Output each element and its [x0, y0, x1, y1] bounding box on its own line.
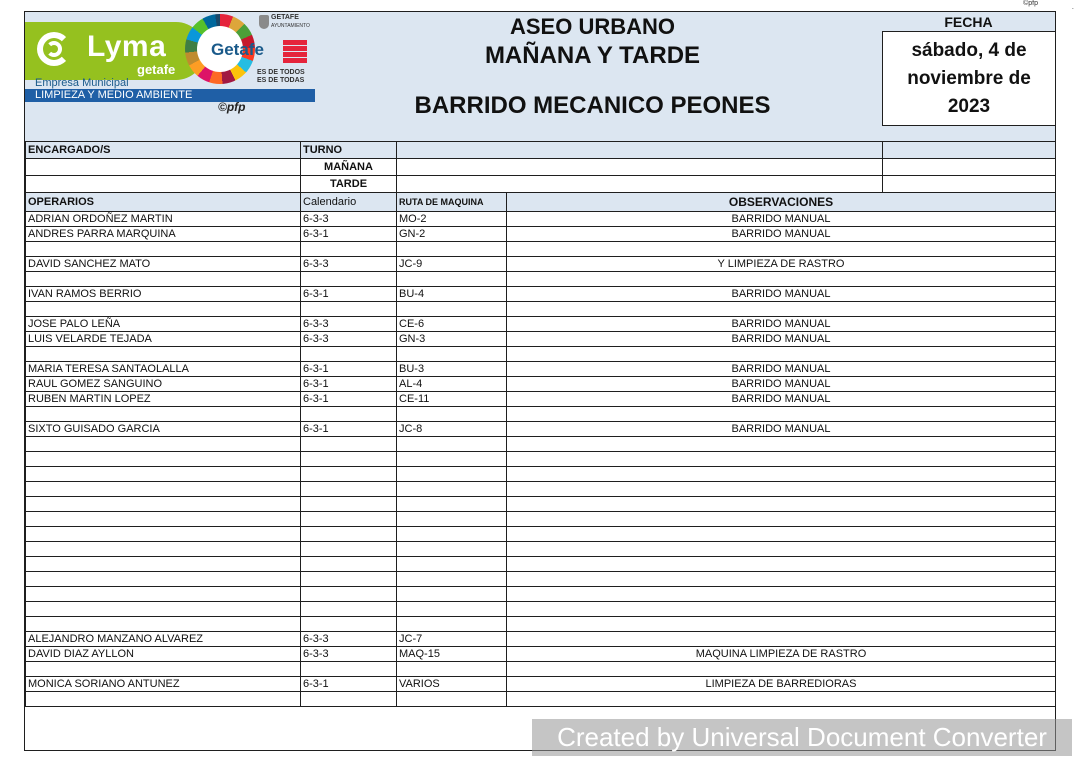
calendario-cell[interactable]: 6-3-3	[301, 212, 397, 227]
calendario-cell[interactable]	[301, 512, 397, 527]
observaciones-cell[interactable]	[507, 482, 1056, 497]
worker-row	[26, 422, 1056, 437]
lyma-logo-badge	[25, 22, 205, 80]
worker-row	[26, 302, 1056, 317]
worker-row	[26, 347, 1056, 362]
worker-name-cell[interactable]	[26, 572, 301, 587]
observaciones-cell[interactable]	[507, 512, 1056, 527]
observaciones-cell[interactable]: MAQUINA LIMPIEZA DE RASTRO	[507, 647, 1056, 662]
encargados-extra-cell[interactable]	[883, 142, 1056, 159]
observaciones-cell[interactable]	[507, 347, 1056, 362]
calendario-cell[interactable]: 6-3-3	[301, 332, 397, 347]
ruta-cell[interactable]	[397, 617, 507, 632]
worker-row	[26, 392, 1056, 407]
manana-row	[26, 159, 1056, 176]
lyma-getafe-logo	[25, 14, 315, 114]
worker-row	[26, 557, 1056, 572]
observaciones-cell[interactable]	[507, 452, 1056, 467]
ruta-cell[interactable]	[397, 497, 507, 512]
ruta-cell[interactable]	[397, 437, 507, 452]
observaciones-header: OBSERVACIONES	[507, 193, 1056, 212]
worker-row	[26, 332, 1056, 347]
ruta-cell[interactable]	[397, 407, 507, 422]
calendario-cell[interactable]: 6-3-3	[301, 317, 397, 332]
worker-row	[26, 602, 1056, 617]
worker-name-cell[interactable]: MARIA TERESA SANTAOLALLA	[26, 362, 301, 377]
worker-name-cell[interactable]: DAVID SANCHEZ MATO	[26, 257, 301, 272]
ruta-header: RUTA DE MAQUINA	[397, 193, 507, 212]
worker-name-cell[interactable]: ANDRES PARRA MARQUINA	[26, 227, 301, 242]
worker-name-cell[interactable]	[26, 527, 301, 542]
worker-row	[26, 242, 1056, 257]
calendario-cell[interactable]	[301, 482, 397, 497]
worker-name-cell[interactable]: DAVID DIAZ AYLLON	[26, 647, 301, 662]
worker-name-cell[interactable]	[26, 407, 301, 422]
calendario-cell[interactable]: 6-3-1	[301, 422, 397, 437]
observaciones-cell[interactable]: BARRIDO MANUAL	[507, 362, 1056, 377]
worker-row	[26, 647, 1056, 662]
observaciones-cell[interactable]	[507, 587, 1056, 602]
ruta-cell[interactable]	[397, 347, 507, 362]
worker-name-cell[interactable]	[26, 242, 301, 257]
worker-row	[26, 272, 1056, 287]
tarde-name-cell[interactable]	[26, 176, 301, 193]
calendario-cell[interactable]	[301, 527, 397, 542]
worker-row	[26, 377, 1056, 392]
ruta-cell[interactable]	[397, 272, 507, 287]
calendario-cell[interactable]: 6-3-1	[301, 392, 397, 407]
worker-row	[26, 512, 1056, 527]
calendario-cell[interactable]	[301, 572, 397, 587]
worker-name-cell[interactable]	[26, 497, 301, 512]
worker-row	[26, 497, 1056, 512]
converter-watermark: Created by Universal Document Converter	[532, 719, 1072, 756]
calendario-cell[interactable]: 6-3-1	[301, 362, 397, 377]
worker-name-cell[interactable]: ALEJANDRO MANZANO ALVAREZ	[26, 632, 301, 647]
manana-cell[interactable]	[397, 159, 883, 176]
calendario-cell[interactable]: 6-3-1	[301, 677, 397, 692]
worker-name-cell[interactable]	[26, 617, 301, 632]
calendario-cell[interactable]	[301, 602, 397, 617]
ruta-cell[interactable]	[397, 467, 507, 482]
worker-name-cell[interactable]	[26, 512, 301, 527]
calendario-cell[interactable]	[301, 347, 397, 362]
ruta-cell[interactable]	[397, 557, 507, 572]
fecha-value: sábado, 4 de noviembre de 2023	[882, 31, 1056, 126]
calendario-cell[interactable]	[301, 587, 397, 602]
lyma-brand: Lyma	[87, 30, 167, 63]
observaciones-cell[interactable]: BARRIDO MANUAL	[507, 332, 1056, 347]
worker-row	[26, 407, 1056, 422]
copyright-tiny: ©pfp	[1023, 0, 1038, 7]
ruta-cell[interactable]: CE-11	[397, 392, 507, 407]
getafe-small-label	[271, 14, 310, 30]
observaciones-cell[interactable]	[507, 467, 1056, 482]
ruta-cell[interactable]	[397, 302, 507, 317]
calendario-cell[interactable]	[301, 272, 397, 287]
observaciones-cell[interactable]	[507, 242, 1056, 257]
title-aseo-urbano: ASEO URBANO	[509, 14, 675, 39]
worker-name-cell[interactable]: MONICA SORIANO ANTUNEZ	[26, 677, 301, 692]
worker-row	[26, 632, 1056, 647]
worker-row	[26, 467, 1056, 482]
ruta-cell[interactable]	[397, 602, 507, 617]
worker-row	[26, 692, 1056, 707]
operarios-header-row	[26, 193, 1056, 212]
worker-row	[26, 482, 1056, 497]
worker-name-cell[interactable]: IVAN RAMOS BERRIO	[26, 287, 301, 302]
ruta-cell[interactable]	[397, 692, 507, 707]
calendario-cell[interactable]	[301, 242, 397, 257]
worker-name-cell[interactable]	[26, 437, 301, 452]
worker-row	[26, 587, 1056, 602]
calendario-cell[interactable]: 6-3-1	[301, 377, 397, 392]
worker-name-cell[interactable]: SIXTO GUISADO GARCIA	[26, 422, 301, 437]
observaciones-cell[interactable]: Y LIMPIEZA DE RASTRO	[507, 257, 1056, 272]
ruta-cell[interactable]: JC-8	[397, 422, 507, 437]
slogan-line-1: ES DE TODOS	[257, 69, 305, 76]
observaciones-cell[interactable]	[507, 272, 1056, 287]
observaciones-cell[interactable]	[507, 557, 1056, 572]
calendario-cell[interactable]	[301, 302, 397, 317]
observaciones-cell[interactable]	[507, 527, 1056, 542]
calendario-cell[interactable]: 6-3-1	[301, 227, 397, 242]
getafe-ayto-text: AYUNTAMIENTO	[271, 23, 310, 29]
ruta-cell[interactable]: AL-4	[397, 377, 507, 392]
observaciones-cell[interactable]	[507, 632, 1056, 647]
worker-name-cell[interactable]: ADRIAN ORDOÑEZ MARTIN	[26, 212, 301, 227]
calendario-cell[interactable]	[301, 452, 397, 467]
calendario-cell[interactable]	[301, 497, 397, 512]
calendario-cell[interactable]	[301, 617, 397, 632]
corner-dot: .	[1071, 2, 1074, 11]
calendario-cell[interactable]: 6-3-3	[301, 257, 397, 272]
ruta-cell[interactable]	[397, 572, 507, 587]
slogan-line-2: ES DE TODAS	[257, 77, 305, 84]
tarde-row	[26, 176, 1056, 193]
worker-name-cell[interactable]	[26, 542, 301, 557]
ruta-cell[interactable]: MO-2	[397, 212, 507, 227]
observaciones-cell[interactable]: LIMPIEZA DE BARREDIORAS	[507, 677, 1056, 692]
ruta-cell[interactable]	[397, 662, 507, 677]
fecha-label: FECHA	[944, 14, 993, 30]
observaciones-cell[interactable]	[507, 602, 1056, 617]
ruta-cell[interactable]: BU-3	[397, 362, 507, 377]
worker-name-cell[interactable]	[26, 347, 301, 362]
worker-name-cell[interactable]: JOSE PALO LEÑA	[26, 317, 301, 332]
worker-name-cell[interactable]	[26, 602, 301, 617]
calendario-cell[interactable]	[301, 542, 397, 557]
worker-row	[26, 362, 1056, 377]
observaciones-cell[interactable]: BARRIDO MANUAL	[507, 287, 1056, 302]
worker-name-cell[interactable]: LUIS VELARDE TEJADA	[26, 332, 301, 347]
worker-name-cell[interactable]	[26, 662, 301, 677]
observaciones-cell[interactable]	[507, 302, 1056, 317]
slogan	[257, 69, 305, 85]
calendario-cell[interactable]: 6-3-3	[301, 632, 397, 647]
getafe-wordmark: Getafe	[211, 40, 264, 59]
worker-row	[26, 677, 1056, 692]
schedule-table	[25, 141, 1056, 707]
observaciones-cell[interactable]: BARRIDO MANUAL	[507, 422, 1056, 437]
getafe-small-text: GETAFE	[271, 14, 299, 21]
worker-row	[26, 437, 1056, 452]
observaciones-cell[interactable]: BARRIDO MANUAL	[507, 227, 1056, 242]
encargados-row	[26, 142, 1056, 159]
title-manana-tarde: MAÑANA Y TARDE	[484, 42, 701, 69]
ruta-cell[interactable]	[397, 512, 507, 527]
manana-name-cell[interactable]	[26, 159, 301, 176]
manana-label: MAÑANA	[301, 159, 397, 176]
pfp-mark: ©pfp	[218, 100, 246, 114]
calendario-cell[interactable]: 6-3-3	[301, 647, 397, 662]
worker-row	[26, 227, 1056, 242]
worker-row	[26, 572, 1056, 587]
tarde-extra-cell[interactable]	[883, 176, 1056, 193]
observaciones-cell[interactable]	[507, 617, 1056, 632]
ruta-cell[interactable]: GN-2	[397, 227, 507, 242]
worker-name-cell[interactable]	[26, 272, 301, 287]
observaciones-cell[interactable]	[507, 572, 1056, 587]
encargados-label: ENCARGADO/S	[26, 142, 301, 159]
worker-name-cell[interactable]: RUBEN MARTIN LOPEZ	[26, 392, 301, 407]
calendario-cell[interactable]	[301, 437, 397, 452]
ruta-cell[interactable]: JC-7	[397, 632, 507, 647]
worker-name-cell[interactable]	[26, 692, 301, 707]
worker-name-cell[interactable]	[26, 587, 301, 602]
worker-row	[26, 287, 1056, 302]
schedule-sheet	[24, 11, 1056, 751]
worker-row	[26, 452, 1056, 467]
observaciones-cell[interactable]	[507, 542, 1056, 557]
calendario-cell[interactable]: 6-3-1	[301, 287, 397, 302]
turno-label: TURNO	[301, 142, 397, 159]
ruta-cell[interactable]: CE-6	[397, 317, 507, 332]
observaciones-cell[interactable]: BARRIDO MANUAL	[507, 212, 1056, 227]
encargados-cell[interactable]	[397, 142, 883, 159]
worker-row	[26, 617, 1056, 632]
swirl-inner-icon	[46, 41, 62, 57]
worker-name-cell[interactable]	[26, 557, 301, 572]
worker-row	[26, 317, 1056, 332]
sheet-header	[25, 12, 1055, 142]
operarios-title: OPERARIOS	[26, 193, 301, 212]
observaciones-cell[interactable]	[507, 407, 1056, 422]
observaciones-cell[interactable]	[507, 437, 1056, 452]
empresa-label: Empresa Municipal	[35, 77, 129, 89]
ruta-cell[interactable]: BU-4	[397, 287, 507, 302]
lyma-brand-sub: getafe	[137, 62, 176, 77]
ruta-cell[interactable]: GN-3	[397, 332, 507, 347]
ruta-cell[interactable]	[397, 527, 507, 542]
worker-row	[26, 527, 1056, 542]
ruta-cell[interactable]	[397, 452, 507, 467]
ruta-cell[interactable]	[397, 482, 507, 497]
worker-name-cell[interactable]	[26, 452, 301, 467]
limpieza-band: LIMPIEZA Y MEDIO AMBIENTE	[25, 89, 315, 102]
worker-name-cell[interactable]	[26, 482, 301, 497]
worker-row	[26, 212, 1056, 227]
worker-name-cell[interactable]: RAUL GOMEZ SANGUINO	[26, 377, 301, 392]
worker-name-cell[interactable]	[26, 467, 301, 482]
ruta-cell[interactable]	[397, 542, 507, 557]
calendario-cell[interactable]	[301, 692, 397, 707]
worker-row	[26, 662, 1056, 677]
calendario-cell[interactable]	[301, 662, 397, 677]
observaciones-cell[interactable]	[507, 692, 1056, 707]
crest-icon	[259, 15, 269, 29]
observaciones-cell[interactable]: BARRIDO MANUAL	[507, 317, 1056, 332]
worker-row	[26, 257, 1056, 272]
observaciones-cell[interactable]	[507, 497, 1056, 512]
tarde-label: TARDE	[301, 176, 397, 193]
calendario-header: Calendario	[301, 193, 397, 212]
ruta-cell[interactable]: JC-9	[397, 257, 507, 272]
flag-icon	[283, 40, 307, 66]
observaciones-cell[interactable]	[507, 662, 1056, 677]
ruta-cell[interactable]	[397, 587, 507, 602]
worker-row	[26, 542, 1056, 557]
manana-extra-cell[interactable]	[883, 159, 1056, 176]
ruta-cell[interactable]: VARIOS	[397, 677, 507, 692]
worker-name-cell[interactable]	[26, 302, 301, 317]
ruta-cell[interactable]: MAQ-15	[397, 647, 507, 662]
observaciones-cell[interactable]: BARRIDO MANUAL	[507, 392, 1056, 407]
calendario-cell[interactable]	[301, 467, 397, 482]
calendario-cell[interactable]	[301, 557, 397, 572]
title-barrido-mecanico: BARRIDO MECANICO PEONES	[414, 92, 771, 119]
tarde-cell[interactable]	[397, 176, 883, 193]
calendario-cell[interactable]	[301, 407, 397, 422]
observaciones-cell[interactable]: BARRIDO MANUAL	[507, 377, 1056, 392]
ruta-cell[interactable]	[397, 242, 507, 257]
